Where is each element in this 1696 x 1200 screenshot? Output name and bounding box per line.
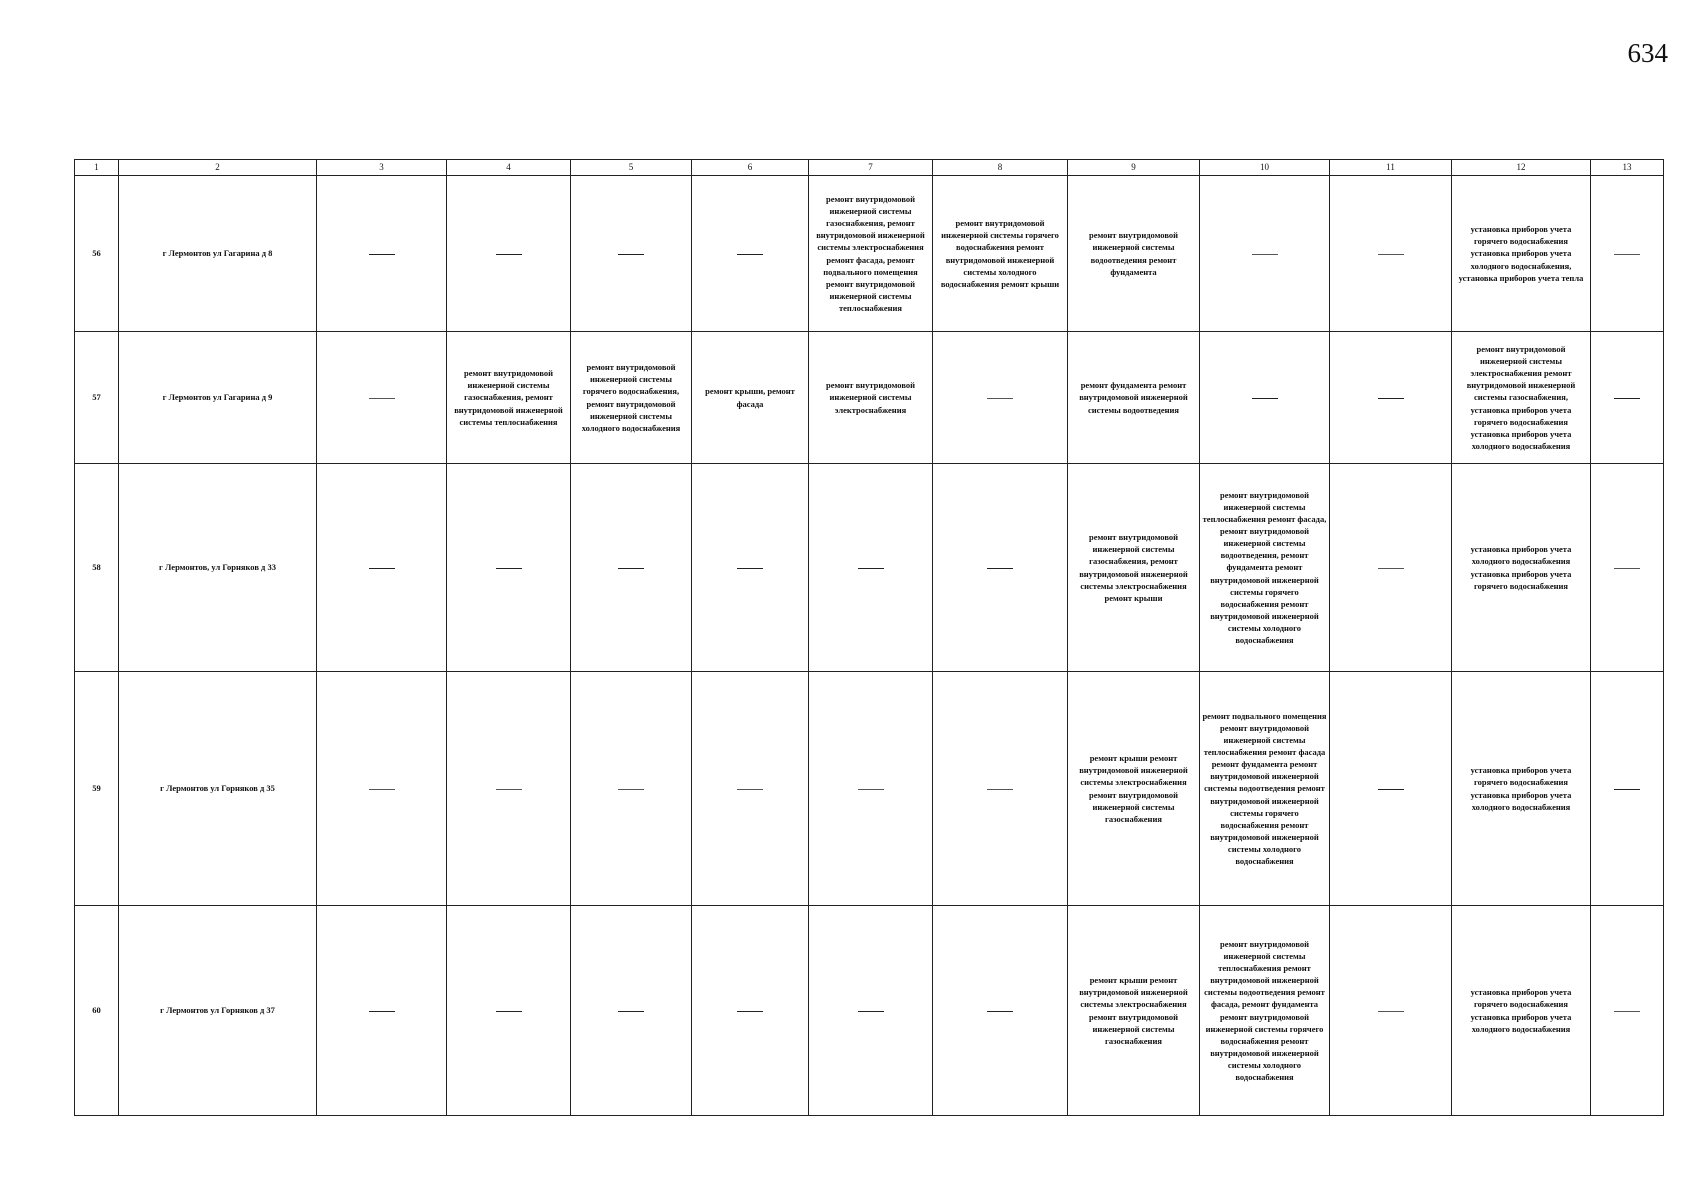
work-description-cell	[1452, 332, 1591, 464]
empty-dash-cell	[1330, 672, 1452, 906]
dash-mark	[987, 568, 1013, 570]
work-description-cell	[809, 176, 933, 332]
work-description-cell	[1200, 672, 1330, 906]
dash-mark	[737, 568, 763, 570]
work-description: ремонт внутридомовой инженерной системы теплоснабжения ремонт фасада, ремонт внутридомовой инженерной системы водоотведения, ремонт фундамента ремонт внутридомовой инженерной системы горячего водоснабжения ремонт внутридомовой инженерной системы холодного водоснабжения	[1202, 490, 1327, 645]
work-description-cell	[1068, 176, 1200, 332]
empty-dash-cell	[809, 672, 933, 906]
work-description: ремонт подвального помещения ремонт внутридомовой инженерной системы теплоснабжения ремонт фасада ремонт фундамента ремонт внутридомовой инженерной системы водоотведения ремонт внутридомовой инженерной системы горячего водоснабжения ремонт внутридомовой инженерной системы холодного водоснабжения	[1202, 711, 1327, 866]
address-cell: г Лермонтов ул Горняков д 35	[119, 672, 317, 906]
dash-mark	[1378, 789, 1404, 791]
dash-mark	[858, 789, 884, 790]
empty-dash-cell	[933, 464, 1068, 672]
dash-mark	[369, 568, 395, 570]
col-header: 5	[571, 160, 692, 176]
dash-mark	[987, 398, 1013, 399]
work-description: ремонт крыши ремонт внутридомовой инженерной системы электроснабжения ремонт внутридомовой инженерной системы газоснабжения	[1079, 975, 1188, 1046]
col-header: 10	[1200, 160, 1330, 176]
empty-dash-cell	[1591, 332, 1664, 464]
col-header: 9	[1068, 160, 1200, 176]
address-cell: г Лермонтов ул Гагарина д 9	[119, 332, 317, 464]
address-cell: г Лермонтов ул Горняков д 37	[119, 906, 317, 1116]
work-description-cell	[1452, 464, 1591, 672]
dash-mark	[1614, 1011, 1640, 1012]
work-description-cell	[1068, 464, 1200, 672]
empty-dash-cell	[571, 906, 692, 1116]
work-description-cell	[809, 332, 933, 464]
table-row	[75, 332, 1664, 464]
dash-mark	[1614, 568, 1640, 569]
work-description-cell	[1200, 906, 1330, 1116]
row-number: 59	[75, 672, 119, 906]
dash-mark	[1378, 568, 1404, 569]
work-description-cell	[1452, 672, 1591, 906]
row-number: 56	[75, 176, 119, 332]
empty-dash-cell	[447, 464, 571, 672]
col-header: 4	[447, 160, 571, 176]
empty-dash-cell	[317, 672, 447, 906]
page-number: 634	[1627, 38, 1668, 68]
empty-dash-cell	[1330, 332, 1452, 464]
work-description: ремонт внутридомовой инженерной системы газоснабжения, ремонт внутридомовой инженерной системы теплоснабжения	[454, 368, 563, 427]
work-description: ремонт крыши, ремонт фасада	[705, 386, 795, 409]
col-header: 2	[119, 160, 317, 176]
address-cell: г Лермонтов, ул Горняков д 33	[119, 464, 317, 672]
work-description-cell	[933, 176, 1068, 332]
empty-dash-cell	[447, 672, 571, 906]
empty-dash-cell	[571, 176, 692, 332]
work-description: установка приборов учета холодного водоснабжения установка приборов учета горячего водоснабжения	[1470, 544, 1572, 591]
dash-mark	[1614, 254, 1640, 255]
empty-dash-cell	[692, 906, 809, 1116]
col-header: 6	[692, 160, 809, 176]
dash-mark	[1378, 398, 1404, 400]
dash-mark	[369, 1011, 395, 1013]
dash-mark	[737, 789, 763, 790]
address-cell: г Лермонтов ул Гагарина д 8	[119, 176, 317, 332]
work-description: ремонт фундамента ремонт внутридомовой инженерной системы водоотведения	[1079, 380, 1188, 415]
empty-dash-cell	[1591, 176, 1664, 332]
empty-dash-cell	[447, 906, 571, 1116]
dash-mark	[858, 568, 884, 570]
work-description: установка приборов учета горячего водоснабжения установка приборов учета холодного водоснабжения	[1470, 987, 1572, 1034]
work-description: ремонт крыши ремонт внутридомовой инженерной системы электроснабжения ремонт внутридомовой инженерной системы газоснабжения	[1079, 753, 1188, 824]
dash-mark	[618, 1011, 644, 1013]
work-description: ремонт внутридомовой инженерной системы электроснабжения	[825, 380, 916, 415]
work-description-cell	[692, 332, 809, 464]
dash-mark	[1378, 254, 1404, 255]
dash-mark	[987, 1011, 1013, 1013]
dash-mark	[858, 1011, 884, 1013]
row-number: 57	[75, 332, 119, 464]
dash-mark	[737, 1011, 763, 1013]
dash-mark	[369, 789, 395, 790]
dash-mark	[618, 789, 644, 790]
dash-mark	[1378, 1011, 1404, 1012]
work-description: установка приборов учета горячего водоснабжения установка приборов учета холодного водоснабжения, установка приборов учета тепла	[1458, 224, 1584, 283]
work-description-cell	[1452, 176, 1591, 332]
work-description-cell	[1068, 906, 1200, 1116]
work-description: ремонт внутридомовой инженерной системы теплоснабжения ремонт внутридомовой инженерной системы водоотведения ремонт фасада, ремонт фундамента ремонт внутридомовой инженерной системы горячего водоснабжения ремонт внутридомовой инженерной системы холодного водоснабжения	[1204, 939, 1325, 1082]
row-number: 58	[75, 464, 119, 672]
dash-mark	[1614, 398, 1640, 400]
col-header: 3	[317, 160, 447, 176]
work-description: ремонт внутридомовой инженерной системы горячего водоснабжения, ремонт внутридомовой инженерной системы холодного водоснабжения	[581, 362, 681, 433]
work-description: ремонт внутридомовой инженерной системы горячего водоснабжения ремонт внутридомовой инженерной системы холодного водоснабжения ремонт крыши	[940, 218, 1060, 289]
dash-mark	[496, 789, 522, 790]
dash-mark	[369, 398, 395, 399]
work-description: ремонт внутридомовой инженерной системы водоотведения ремонт фундамента	[1088, 230, 1179, 277]
table-row	[75, 906, 1664, 1116]
dash-mark	[496, 1011, 522, 1013]
empty-dash-cell	[933, 906, 1068, 1116]
dash-mark	[1252, 254, 1278, 255]
empty-dash-cell	[809, 906, 933, 1116]
col-header: 13	[1591, 160, 1664, 176]
empty-dash-cell	[692, 672, 809, 906]
dash-mark	[496, 568, 522, 570]
work-description: ремонт внутридомовой инженерной системы газоснабжения, ремонт внутридомовой инженерной системы электроснабжения ремонт фасада, ремонт подвального помещения ремонт внутридомовой инженерной системы теплоснабжения	[816, 194, 925, 313]
work-description: ремонт внутридомовой инженерной системы газоснабжения, ремонт внутридомовой инженерной системы электроснабжения ремонт крыши	[1079, 532, 1188, 603]
dash-mark	[618, 568, 644, 570]
empty-dash-cell	[1591, 906, 1664, 1116]
dash-mark	[1252, 398, 1278, 400]
col-header: 12	[1452, 160, 1591, 176]
empty-dash-cell	[1200, 332, 1330, 464]
empty-dash-cell	[1200, 176, 1330, 332]
work-description: ремонт внутридомовой инженерной системы электроснабжения ремонт внутридомовой инженерной системы газоснабжения, установка приборов учета горячего водоснабжения установка приборов учета холодного водоснабжения	[1466, 344, 1576, 451]
empty-dash-cell	[317, 464, 447, 672]
empty-dash-cell	[1330, 176, 1452, 332]
work-description-cell	[1200, 464, 1330, 672]
dash-mark	[987, 789, 1013, 790]
table-row	[75, 176, 1664, 332]
dash-mark	[618, 254, 644, 256]
empty-dash-cell	[1591, 464, 1664, 672]
col-header: 7	[809, 160, 933, 176]
empty-dash-cell	[317, 176, 447, 332]
work-description-cell	[571, 332, 692, 464]
col-header: 1	[75, 160, 119, 176]
empty-dash-cell	[1330, 464, 1452, 672]
dash-mark	[1614, 789, 1640, 791]
empty-dash-cell	[809, 464, 933, 672]
table-row	[75, 464, 1664, 672]
empty-dash-cell	[571, 672, 692, 906]
row-number: 60	[75, 906, 119, 1116]
empty-dash-cell	[933, 672, 1068, 906]
empty-dash-cell	[571, 464, 692, 672]
work-description-cell	[1068, 332, 1200, 464]
dash-mark	[737, 254, 763, 256]
col-header: 8	[933, 160, 1068, 176]
dash-mark	[496, 254, 522, 256]
header-row	[75, 160, 1664, 176]
empty-dash-cell	[317, 906, 447, 1116]
empty-dash-cell	[692, 176, 809, 332]
empty-dash-cell	[1591, 672, 1664, 906]
empty-dash-cell	[1330, 906, 1452, 1116]
work-description-cell	[1452, 906, 1591, 1116]
dash-mark	[369, 254, 395, 256]
empty-dash-cell	[447, 176, 571, 332]
empty-dash-cell	[317, 332, 447, 464]
empty-dash-cell	[933, 332, 1068, 464]
empty-dash-cell	[692, 464, 809, 672]
table-row	[75, 672, 1664, 906]
work-description: установка приборов учета горячего водоснабжения установка приборов учета холодного водоснабжения	[1470, 765, 1572, 812]
work-description-cell	[1068, 672, 1200, 906]
col-header: 11	[1330, 160, 1452, 176]
repair-plan-table	[74, 159, 1664, 1116]
work-description-cell	[447, 332, 571, 464]
